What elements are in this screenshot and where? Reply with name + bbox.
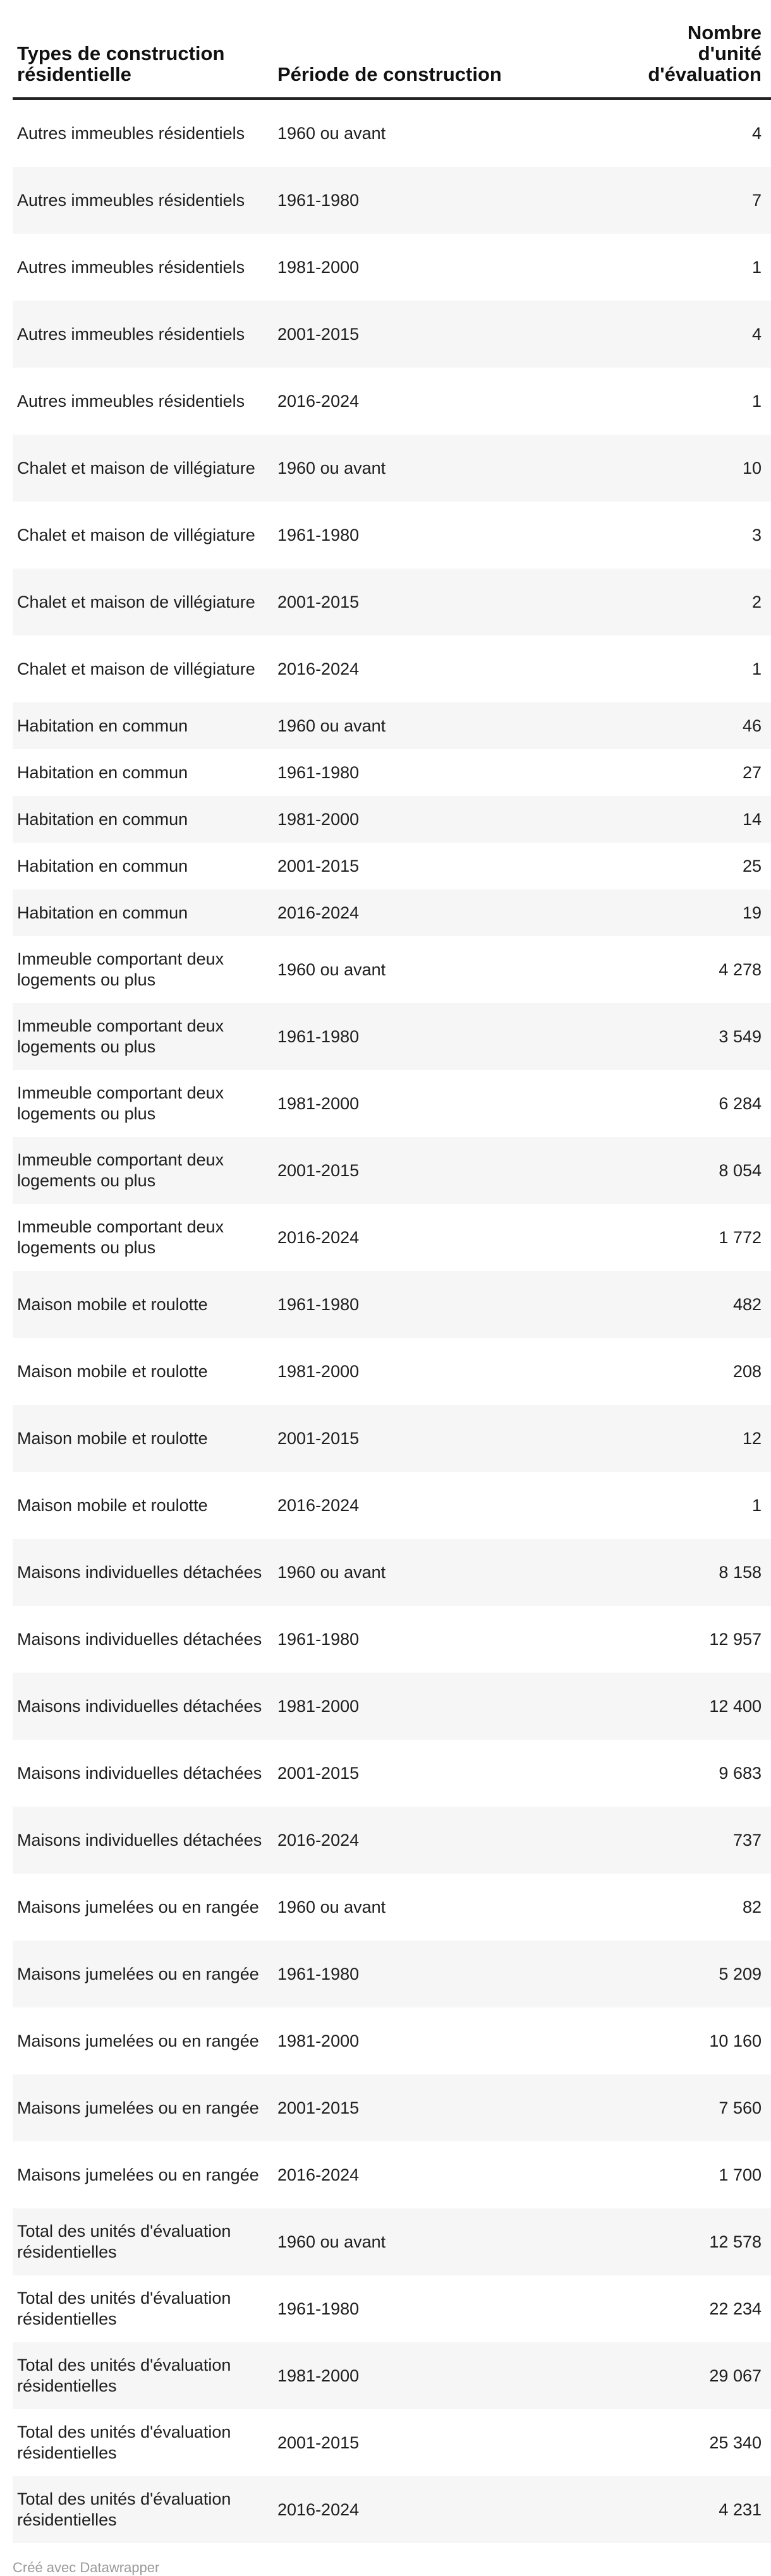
table-row	[13, 2275, 771, 2342]
cell-type: Autres immeubles résidentiels	[13, 368, 273, 435]
table-row	[13, 796, 771, 843]
table-row	[13, 435, 771, 502]
table-row	[13, 1070, 771, 1137]
cell-period: 2016-2024	[273, 635, 614, 702]
data-table	[13, 0, 771, 2543]
cell-period: 1960 ou avant	[273, 936, 614, 1003]
cell-count: 14	[614, 796, 771, 843]
cell-count: 7	[614, 167, 771, 234]
cell-type: Chalet et maison de villégiature	[13, 502, 273, 569]
cell-count: 2	[614, 569, 771, 635]
table-row	[13, 1941, 771, 2007]
cell-type: Total des unités d'évaluation résidentielles	[13, 2476, 273, 2543]
cell-type: Total des unités d'évaluation résidentielles	[13, 2409, 273, 2476]
cell-type: Chalet et maison de villégiature	[13, 569, 273, 635]
cell-type: Maisons jumelées ou en rangée	[13, 2074, 273, 2141]
table-row	[13, 368, 771, 435]
cell-type: Total des unités d'évaluation résidentielles	[13, 2208, 273, 2275]
cell-count: 8 158	[614, 1539, 771, 1606]
cell-count: 3 549	[614, 1003, 771, 1070]
cell-count: 12	[614, 1405, 771, 1472]
cell-count: 27	[614, 749, 771, 796]
cell-type: Total des unités d'évaluation résidentielles	[13, 2342, 273, 2409]
cell-type: Immeuble comportant deux logements ou plus	[13, 1137, 273, 1204]
cell-period: 1981-2000	[273, 234, 614, 301]
table-row	[13, 889, 771, 936]
cell-type: Autres immeubles résidentiels	[13, 167, 273, 234]
cell-type: Chalet et maison de villégiature	[13, 435, 273, 502]
footer-credit[interactable]: Créé avec Datawrapper	[13, 2560, 160, 2575]
cell-type: Immeuble comportant deux logements ou plus	[13, 936, 273, 1003]
table-row	[13, 2208, 771, 2275]
cell-period: 1960 ou avant	[273, 435, 614, 502]
header-row	[13, 0, 771, 99]
cell-period: 2001-2015	[273, 2074, 614, 2141]
cell-type: Total des unités d'évaluation résidentielles	[13, 2275, 273, 2342]
cell-period: 1961-1980	[273, 1941, 614, 2007]
cell-type: Habitation en commun	[13, 796, 273, 843]
table-row	[13, 167, 771, 234]
cell-period: 2016-2024	[273, 1204, 614, 1271]
cell-type: Maisons individuelles détachées	[13, 1807, 273, 1874]
cell-period: 1981-2000	[273, 1338, 614, 1405]
cell-type: Habitation en commun	[13, 749, 273, 796]
cell-count: 7 560	[614, 2074, 771, 2141]
table-row	[13, 301, 771, 368]
cell-period: 1981-2000	[273, 1673, 614, 1740]
cell-type: Maisons individuelles détachées	[13, 1740, 273, 1807]
table-row	[13, 2476, 771, 2543]
cell-period: 2016-2024	[273, 368, 614, 435]
cell-count: 9 683	[614, 1740, 771, 1807]
cell-period: 2001-2015	[273, 1137, 614, 1204]
cell-period: 1961-1980	[273, 167, 614, 234]
cell-count: 4 231	[614, 2476, 771, 2543]
table-row	[13, 1338, 771, 1405]
table-row	[13, 702, 771, 749]
cell-period: 1981-2000	[273, 1070, 614, 1137]
table-row	[13, 1204, 771, 1271]
table-row	[13, 2007, 771, 2074]
cell-type: Maisons jumelées ou en rangée	[13, 1941, 273, 2007]
column-header-type: Types de construction résidentielle	[13, 0, 273, 99]
cell-period: 1960 ou avant	[273, 99, 614, 167]
table-row	[13, 1874, 771, 1941]
cell-count: 1 700	[614, 2141, 771, 2208]
cell-count: 10	[614, 435, 771, 502]
table-row	[13, 1673, 771, 1740]
cell-type: Maisons jumelées ou en rangée	[13, 2007, 273, 2074]
cell-type: Maisons jumelées ou en rangée	[13, 2141, 273, 2208]
cell-count: 737	[614, 1807, 771, 1874]
table-row	[13, 1807, 771, 1874]
cell-type: Maisons individuelles détachées	[13, 1673, 273, 1740]
cell-period: 1961-1980	[273, 1271, 614, 1338]
cell-period: 1960 ou avant	[273, 2208, 614, 2275]
table-row	[13, 1137, 771, 1204]
cell-period: 1981-2000	[273, 2007, 614, 2074]
table-row	[13, 2074, 771, 2141]
cell-count: 25 340	[614, 2409, 771, 2476]
table-row	[13, 99, 771, 167]
cell-period: 2016-2024	[273, 1472, 614, 1539]
cell-count: 8 054	[614, 1137, 771, 1204]
cell-type: Immeuble comportant deux logements ou plus	[13, 1070, 273, 1137]
cell-type: Maison mobile et roulotte	[13, 1405, 273, 1472]
cell-period: 1961-1980	[273, 749, 614, 796]
table-row	[13, 1003, 771, 1070]
cell-count: 10 160	[614, 2007, 771, 2074]
cell-count: 19	[614, 889, 771, 936]
cell-period: 1960 ou avant	[273, 1539, 614, 1606]
cell-count: 12 578	[614, 2208, 771, 2275]
cell-count: 29 067	[614, 2342, 771, 2409]
column-header-period: Période de construction	[273, 0, 614, 99]
cell-count: 1 772	[614, 1204, 771, 1271]
cell-period: 2001-2015	[273, 569, 614, 635]
cell-type: Immeuble comportant deux logements ou plus	[13, 1204, 273, 1271]
table-row	[13, 2342, 771, 2409]
cell-type: Maisons individuelles détachées	[13, 1606, 273, 1673]
cell-count: 1	[614, 234, 771, 301]
cell-count: 22 234	[614, 2275, 771, 2342]
table-body	[13, 99, 771, 2543]
cell-type: Maisons jumelées ou en rangée	[13, 1874, 273, 1941]
cell-type: Habitation en commun	[13, 702, 273, 749]
cell-count: 3	[614, 502, 771, 569]
column-header-count: Nombre d'unité d'évaluation	[614, 0, 771, 99]
cell-type: Autres immeubles résidentiels	[13, 99, 273, 167]
table-row	[13, 843, 771, 889]
cell-period: 2001-2015	[273, 2409, 614, 2476]
cell-period: 2016-2024	[273, 1807, 614, 1874]
cell-type: Maison mobile et roulotte	[13, 1271, 273, 1338]
table-row	[13, 635, 771, 702]
cell-count: 482	[614, 1271, 771, 1338]
table-header	[13, 0, 771, 99]
cell-count: 46	[614, 702, 771, 749]
table-row	[13, 1271, 771, 1338]
table-row	[13, 1539, 771, 1606]
cell-count: 1	[614, 635, 771, 702]
table-row	[13, 1606, 771, 1673]
cell-period: 1981-2000	[273, 2342, 614, 2409]
table-row	[13, 502, 771, 569]
cell-period: 1981-2000	[273, 796, 614, 843]
cell-period: 1960 ou avant	[273, 1874, 614, 1941]
cell-period: 1961-1980	[273, 1003, 614, 1070]
cell-count: 4	[614, 99, 771, 167]
cell-period: 1961-1980	[273, 2275, 614, 2342]
cell-count: 82	[614, 1874, 771, 1941]
cell-count: 12 957	[614, 1606, 771, 1673]
cell-count: 5 209	[614, 1941, 771, 2007]
table-row	[13, 936, 771, 1003]
table-row	[13, 1472, 771, 1539]
cell-count: 4 278	[614, 936, 771, 1003]
cell-type: Maison mobile et roulotte	[13, 1472, 273, 1539]
table-row	[13, 2409, 771, 2476]
table-row	[13, 234, 771, 301]
table-row	[13, 2141, 771, 2208]
cell-count: 208	[614, 1338, 771, 1405]
cell-count: 25	[614, 843, 771, 889]
cell-type: Maison mobile et roulotte	[13, 1338, 273, 1405]
table-row	[13, 1740, 771, 1807]
cell-count: 1	[614, 368, 771, 435]
cell-period: 1961-1980	[273, 502, 614, 569]
cell-type: Habitation en commun	[13, 889, 273, 936]
cell-count: 1	[614, 1472, 771, 1539]
cell-count: 6 284	[614, 1070, 771, 1137]
cell-type: Autres immeubles résidentiels	[13, 301, 273, 368]
cell-count: 4	[614, 301, 771, 368]
cell-type: Habitation en commun	[13, 843, 273, 889]
table-row	[13, 569, 771, 635]
cell-period: 2016-2024	[273, 889, 614, 936]
cell-type: Immeuble comportant deux logements ou plus	[13, 1003, 273, 1070]
cell-period: 2001-2015	[273, 301, 614, 368]
cell-period: 1960 ou avant	[273, 702, 614, 749]
cell-type: Maisons individuelles détachées	[13, 1539, 273, 1606]
cell-period: 2016-2024	[273, 2141, 614, 2208]
table-row	[13, 1405, 771, 1472]
cell-count: 12 400	[614, 1673, 771, 1740]
cell-period: 2001-2015	[273, 1405, 614, 1472]
cell-period: 2016-2024	[273, 2476, 614, 2543]
cell-period: 2001-2015	[273, 1740, 614, 1807]
cell-period: 1961-1980	[273, 1606, 614, 1673]
cell-type: Chalet et maison de villégiature	[13, 635, 273, 702]
table-row	[13, 749, 771, 796]
cell-type: Autres immeubles résidentiels	[13, 234, 273, 301]
cell-period: 2001-2015	[273, 843, 614, 889]
